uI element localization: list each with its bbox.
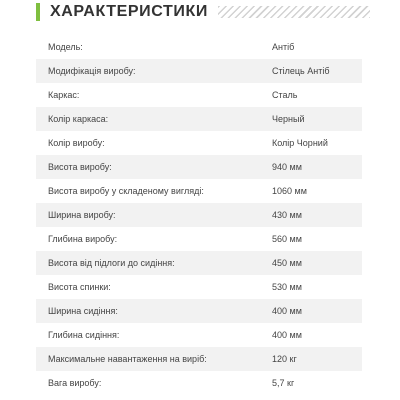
spec-label: Колір виробу: xyxy=(48,138,105,148)
spec-value: 400 мм xyxy=(272,306,302,316)
spec-value: 940 мм xyxy=(272,162,302,172)
spec-label: Максимальне навантаження на виріб: xyxy=(48,354,207,364)
header-hatch-pattern xyxy=(218,6,370,18)
spec-row xyxy=(36,203,362,227)
spec-value: 1060 мм xyxy=(272,186,307,196)
spec-value: 5,7 кг xyxy=(272,378,295,388)
spec-value: 530 мм xyxy=(272,282,302,292)
spec-row xyxy=(36,131,362,155)
spec-row xyxy=(36,299,362,323)
spec-row xyxy=(36,323,362,347)
spec-row xyxy=(36,275,362,299)
spec-value: Сталь xyxy=(272,90,298,100)
spec-row xyxy=(36,35,362,59)
spec-label: Висота спинки: xyxy=(48,282,111,292)
spec-label: Ширина сидіння: xyxy=(48,306,118,316)
section-title: ХАРАКТЕРИСТИКИ xyxy=(50,3,208,20)
spec-value: 560 мм xyxy=(272,234,302,244)
spec-label: Висота виробу у складеному вигляді: xyxy=(48,186,204,196)
spec-row xyxy=(36,107,362,131)
spec-label: Колір каркаса: xyxy=(48,114,109,124)
spec-value: 450 мм xyxy=(272,258,302,268)
spec-label: Вага виробу: xyxy=(48,378,102,388)
spec-row xyxy=(36,59,362,83)
spec-value: 400 мм xyxy=(272,330,302,340)
header-accent-bar xyxy=(36,3,40,21)
spec-row xyxy=(36,371,362,395)
spec-row xyxy=(36,227,362,251)
spec-row xyxy=(36,179,362,203)
spec-row xyxy=(36,347,362,371)
spec-value: 430 мм xyxy=(272,210,302,220)
spec-label: Глибина сидіння: xyxy=(48,330,120,340)
spec-row xyxy=(36,83,362,107)
spec-label: Висота виробу: xyxy=(48,162,112,172)
spec-label: Каркас: xyxy=(48,90,80,100)
spec-row xyxy=(36,251,362,275)
spec-row xyxy=(36,155,362,179)
spec-value: 120 кг xyxy=(272,354,297,364)
specs-table xyxy=(36,35,362,395)
spec-label: Модифікація виробу: xyxy=(48,66,136,76)
spec-label: Модель: xyxy=(48,42,83,52)
spec-label: Глибина виробу: xyxy=(48,234,118,244)
spec-label: Ширина виробу: xyxy=(48,210,116,220)
section-header xyxy=(36,0,370,24)
spec-label: Висота від підлоги до сидіння: xyxy=(48,258,175,268)
spec-value: Антіб xyxy=(272,42,295,52)
spec-value: Стілець Антіб xyxy=(272,66,330,76)
spec-value: Черный xyxy=(272,114,305,124)
spec-value: Колір Чорний xyxy=(272,138,328,148)
